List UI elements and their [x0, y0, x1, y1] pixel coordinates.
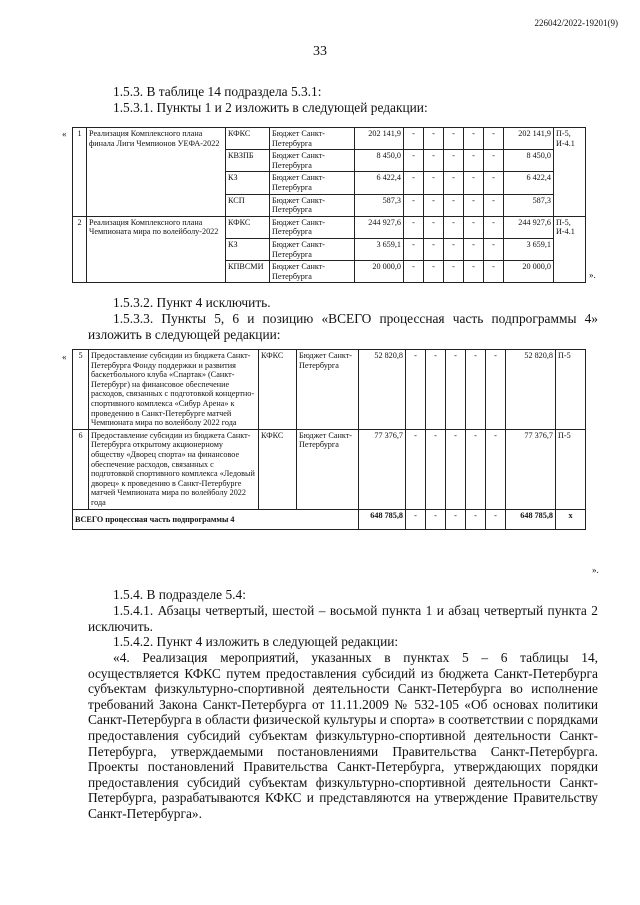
- table-cell: -: [486, 429, 506, 509]
- table-row: [73, 429, 586, 509]
- table-cell: Реализация Комплексного плана финала Лиги Чемпионов УЕФА-2022: [87, 128, 226, 217]
- table-cell: КПВСМИ: [226, 261, 270, 283]
- table-cell: -: [484, 238, 504, 260]
- paragraph: 1.5.3.1. Пункты 1 и 2 изложить в следующей редакции:: [113, 100, 428, 115]
- table-cell: 20 000,0: [504, 261, 554, 283]
- table-14-items-5-6: [72, 349, 586, 530]
- paragraph: 1.5.4. В подразделе 5.4:: [113, 587, 246, 602]
- table-cell: -: [404, 216, 424, 238]
- table-cell: 52 820,8: [359, 350, 406, 430]
- table-cell: -: [486, 350, 506, 430]
- table-cell: -: [464, 194, 484, 216]
- table-cell: 244 927,6: [355, 216, 404, 238]
- table-cell: -: [464, 128, 484, 150]
- table-cell: -: [424, 216, 444, 238]
- table-cell: -: [406, 429, 426, 509]
- table-cell: -: [424, 238, 444, 260]
- table-cell: 6 422,4: [355, 172, 404, 194]
- table-cell: -: [424, 128, 444, 150]
- table-cell: -: [444, 194, 464, 216]
- table-cell: -: [484, 216, 504, 238]
- paragraph: «4. Реализация мероприятий, указанных в пунктах 5 – 6 таблицы 14, осуществляется КФКС путем предоставления субсидий из бюджета Санкт-Петербурга субъектам физкультурно-спортивной деятельности Санкт-Петербурга во исполнение требований Закона Санкт-Петербурга от 11.11.2009 № 532-105 «Об основах политики Санкт-Петербурга в области физической культуры и спорта» в соответствии с порядками предоставления субсидий субъектам физкультурно-спортивной деятельности Санкт-Петербурга, утверждаемыми постановлениями Правительства Санкт-Петербурга. Проекты постановлений Правительства Санкт-Петербурга, утверждающих порядки предоставления субсидий субъектам физкультурно-спортивной деятельности Санкт-Петербурга, разрабатываются КФКС и представляются на утверждение Правительству Санкт-Петербурга».: [88, 650, 598, 821]
- table-cell: 648 785,8: [359, 509, 406, 530]
- table-cell: 3 659,1: [355, 238, 404, 260]
- table-cell: -: [426, 429, 446, 509]
- table-cell: -: [404, 194, 424, 216]
- table-row: [73, 350, 586, 430]
- table-row: [73, 128, 586, 150]
- quote-close: ».: [589, 270, 596, 280]
- paragraph: 1.5.4.2. Пункт 4 изложить в следующей редакции:: [113, 634, 399, 649]
- table-cell: Бюджет Санкт-Петербурга: [270, 216, 355, 238]
- table-cell: 648 785,8: [506, 509, 556, 530]
- table-cell: -: [424, 194, 444, 216]
- table-cell: Бюджет Санкт-Петербурга: [270, 261, 355, 283]
- table-cell: -: [486, 509, 506, 530]
- table-cell: ВСЕГО процессная часть подпрограммы 4: [73, 509, 359, 530]
- table-cell: 2: [73, 216, 87, 283]
- table-cell: Бюджет Санкт-Петербурга: [270, 150, 355, 172]
- table-cell: 8 450,0: [504, 150, 554, 172]
- table-cell: -: [444, 128, 464, 150]
- table-cell: КЗ: [226, 172, 270, 194]
- table-cell: -: [444, 261, 464, 283]
- paragraph: 1.5.3.2. Пункт 4 исключить.: [113, 295, 271, 310]
- table-cell: КФКС: [226, 216, 270, 238]
- quote-open: «: [62, 352, 67, 362]
- table-row: [73, 509, 586, 530]
- paragraph: 1.5.4.1. Абзацы четвертый, шестой – восьмой пункта 1 и абзац четвертый пункта 2 исключить.: [88, 603, 598, 634]
- table-cell: КФКС: [259, 429, 297, 509]
- table-cell: -: [466, 350, 486, 430]
- table-cell: 8 450,0: [355, 150, 404, 172]
- table-cell: П-5, И-4.1: [554, 128, 586, 217]
- table-cell: -: [426, 350, 446, 430]
- table-cell: -: [424, 261, 444, 283]
- table-cell: Бюджет Санкт-Петербурга: [270, 238, 355, 260]
- table-cell: -: [426, 509, 446, 530]
- table-cell: 77 376,7: [506, 429, 556, 509]
- table-cell: КЗ: [226, 238, 270, 260]
- table-cell: 202 141,9: [355, 128, 404, 150]
- quote-open: «: [62, 129, 67, 139]
- table-cell: -: [444, 238, 464, 260]
- table-cell: -: [446, 350, 466, 430]
- table-cell: 52 820,8: [506, 350, 556, 430]
- table-cell: Бюджет Санкт-Петербурга: [297, 350, 359, 430]
- table-cell: 202 141,9: [504, 128, 554, 150]
- table-cell: КСП: [226, 194, 270, 216]
- table-cell: КВЗПБ: [226, 150, 270, 172]
- table-cell: -: [404, 128, 424, 150]
- table-cell: 5: [73, 350, 89, 430]
- table-cell: -: [464, 238, 484, 260]
- table-cell: -: [484, 194, 504, 216]
- table-cell: -: [464, 261, 484, 283]
- table-cell: Предоставление субсидии из бюджета Санкт-Петербурга Фонду поддержки и развития баскетбольного клуба «Спартак» (Санкт-Петербург) на финансовое обеспечение расходов, связанных с подготовкой концертно-спортивного комплекса «Сибур Арена» к проведению в Санкт-Петербурге матчей Чемпионата мира по волейболу 2022 года: [89, 350, 259, 430]
- table-cell: Предоставление субсидии из бюджета Санкт-Петербурга открытому акционерному обществу «Дворец спорта» на финансовое обеспечение расходов, связанных с подготовкой спортивного комплекса «Ледовый дворец» к проведению в Санкт-Петербурге матчей Чемпионата мира по волейболу 2022 года: [89, 429, 259, 509]
- table-cell: -: [424, 150, 444, 172]
- table-cell: Бюджет Санкт-Петербурга: [297, 429, 359, 509]
- table-cell: -: [404, 150, 424, 172]
- table-cell: -: [406, 350, 426, 430]
- table-cell: 3 659,1: [504, 238, 554, 260]
- table-cell: 1: [73, 128, 87, 217]
- table-cell: -: [446, 429, 466, 509]
- table-cell: -: [406, 509, 426, 530]
- paragraph: 1.5.3.3. Пункты 5, 6 и позицию «ВСЕГО процессная часть подпрограммы 4» изложить в следующей редакции:: [88, 311, 598, 342]
- table-14-items-1-2: [72, 127, 586, 283]
- table-cell: 20 000,0: [355, 261, 404, 283]
- table-cell: Бюджет Санкт-Петербурга: [270, 172, 355, 194]
- table-row: [73, 216, 586, 238]
- table-cell: 587,3: [504, 194, 554, 216]
- table-cell: -: [446, 509, 466, 530]
- table-cell: -: [466, 429, 486, 509]
- table-cell: Бюджет Санкт-Петербурга: [270, 128, 355, 150]
- table-cell: -: [424, 172, 444, 194]
- table-cell: -: [404, 261, 424, 283]
- table-cell: КФКС: [259, 350, 297, 430]
- table-cell: -: [444, 172, 464, 194]
- table-cell: -: [484, 261, 504, 283]
- table-cell: -: [466, 509, 486, 530]
- table-cell: 6 422,4: [504, 172, 554, 194]
- table-cell: П-5, И-4.1: [554, 216, 586, 283]
- table-cell: 244 927,6: [504, 216, 554, 238]
- table-cell: Реализация Комплексного плана Чемпионата мира по волейболу-2022: [87, 216, 226, 283]
- table-cell: 6: [73, 429, 89, 509]
- table-cell: -: [444, 150, 464, 172]
- table-cell: П-5: [556, 350, 586, 430]
- table-cell: х: [556, 509, 586, 530]
- table-cell: КФКС: [226, 128, 270, 150]
- table-cell: -: [484, 128, 504, 150]
- table-cell: П-5: [556, 429, 586, 509]
- table-cell: -: [464, 150, 484, 172]
- table-cell: 77 376,7: [359, 429, 406, 509]
- table-cell: -: [484, 150, 504, 172]
- table-cell: -: [444, 216, 464, 238]
- table-cell: -: [484, 172, 504, 194]
- quote-close: ».: [592, 565, 599, 575]
- page-number: 33: [313, 44, 327, 59]
- table-cell: 587,3: [355, 194, 404, 216]
- table-cell: -: [464, 216, 484, 238]
- table-cell: Бюджет Санкт-Петербурга: [270, 194, 355, 216]
- table-cell: -: [464, 172, 484, 194]
- document-number: 226042/2022-19201(9): [534, 18, 618, 28]
- table-cell: -: [404, 172, 424, 194]
- paragraph: 1.5.3. В таблице 14 подраздела 5.3.1:: [113, 84, 322, 99]
- table-cell: -: [404, 238, 424, 260]
